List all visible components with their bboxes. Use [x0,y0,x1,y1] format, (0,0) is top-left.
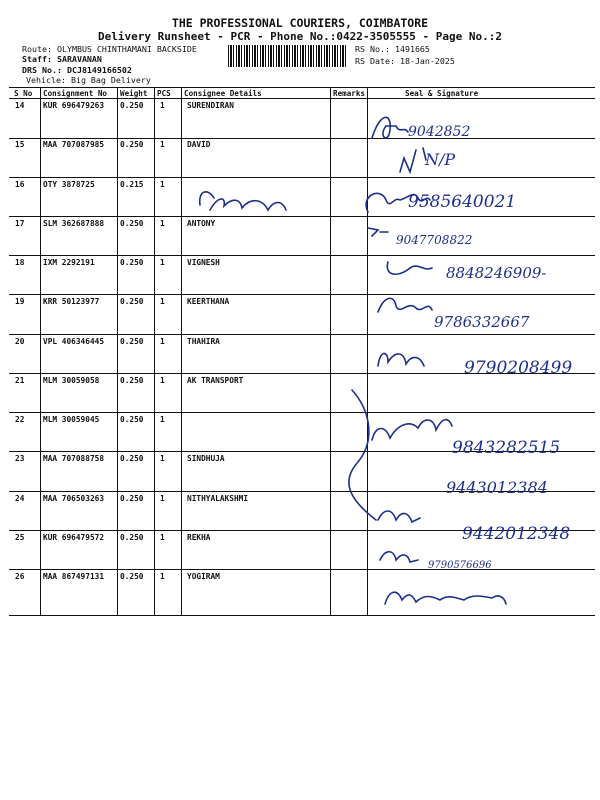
cell-consignee: THAHIRA [187,337,220,346]
cell-pcs: 1 [160,376,165,385]
cell-consignment: KUR 696479263 [43,101,105,110]
cell-consignment: KUR 696479572 [43,533,105,542]
cell-weight: 0.250 [120,258,144,267]
header-seal-signature: Seal & Signature [405,89,479,98]
cell-sno: 14 [15,101,25,110]
cell-weight: 0.250 [120,140,144,149]
cell-pcs: 1 [160,415,165,424]
cell-weight: 0.250 [120,454,144,463]
handwritten-phone-25: 9790576696 [428,560,492,571]
header-remarks: Remarks [333,89,366,98]
cell-pcs: 1 [160,219,165,228]
cell-sno: 24 [15,494,25,503]
header-sno: S No [14,89,33,98]
rs-date: RS Date: 18-Jan-2025 [355,56,455,66]
signature-row-17 [368,228,388,236]
cell-consignment: IXM 2292191 [43,258,95,267]
route-label: Route: OLYMBUS CHINTHAMANI BACKSIDE [22,44,197,54]
cell-consignee: DAVID [187,140,211,149]
cell-sno: 21 [15,376,25,385]
cell-sno: 19 [15,297,25,306]
cell-consignment: MAA 867497131 [43,572,105,581]
cell-consignee: SURENDIRAN [187,101,234,110]
cell-sno: 17 [15,219,25,228]
cell-pcs: 1 [160,258,165,267]
cell-pcs: 1 [160,337,165,346]
cell-pcs: 1 [160,533,165,542]
cell-weight: 0.250 [120,297,144,306]
handwritten-phone-19: 9786332667 [434,313,530,331]
cell-weight: 0.215 [120,180,144,189]
signature-row-19 [378,298,432,312]
cell-consignment: KRR 50123977 [43,297,100,306]
signature-row-16 [200,192,286,210]
header-pcs: PCS [157,89,171,98]
cell-consignment: VPL 406346445 [43,337,105,346]
cell-consignment: MLM 30059045 [43,415,100,424]
vehicle-label: Vehicle: Big Bag Delivery [26,75,151,85]
cell-pcs: 1 [160,454,165,463]
header-consignment: Consignment No [43,89,108,98]
cell-weight: 0.250 [120,376,144,385]
cell-weight: 0.250 [120,415,144,424]
signature-row-22 [372,420,452,440]
handwritten-np: N/P [425,150,456,169]
handwritten-phone-16: 9585640021 [408,192,517,212]
cell-consignee: REKHA [187,533,211,542]
signature-row-26 [385,592,506,604]
cell-consignee: KEERTHANA [187,297,230,306]
cell-pcs: 1 [160,101,165,110]
rs-number: RS No.: 1491665 [355,44,430,54]
cell-consignment: OTY 3878725 [43,180,95,189]
cell-consignment: MAA 707087985 [43,140,105,149]
cell-consignee: VIGNESH [187,258,220,267]
cell-consignee: AK TRANSPORT [187,376,244,385]
handwritten-phone-17: 9047708822 [396,233,473,247]
runsheet-title: Delivery Runsheet - PCR - Phone No.:0422-3505555 - Page No.:2 [98,30,502,43]
handwritten-phone-14: 9042852 [408,124,471,140]
signature-row-24 [378,511,420,522]
cell-sno: 25 [15,533,25,542]
cell-pcs: 1 [160,494,165,503]
np-mark [400,148,426,172]
cell-sno: 15 [15,140,25,149]
cell-weight: 0.250 [120,337,144,346]
cell-consignee: ANTONY [187,219,216,228]
cell-pcs: 1 [160,297,165,306]
cell-sno: 20 [15,337,25,346]
cell-pcs: 1 [160,140,165,149]
cell-weight: 0.250 [120,572,144,581]
cell-sno: 18 [15,258,25,267]
signature-row-25 [380,552,418,562]
cell-weight: 0.250 [120,533,144,542]
delivery-bracket [349,390,376,520]
cell-sno: 23 [15,454,25,463]
cell-sno: 16 [15,180,25,189]
cell-consignee: SINDHUJA [187,454,225,463]
cell-weight: 0.250 [120,219,144,228]
handwritten-phone-24: 9442012348 [462,524,571,544]
handwritten-phone-22: 9843282515 [452,438,561,458]
cell-pcs: 1 [160,180,165,189]
header-weight: Weight [120,89,148,98]
signature-row-14 [372,117,408,138]
header-consignee: Consignee Details [184,89,262,98]
cell-sno: 22 [15,415,25,424]
company-title: THE PROFESSIONAL COURIERS, COIMBATORE [171,16,429,30]
staff-label: Staff: SARAVANAN [22,54,102,64]
cell-consignment: MLM 30059058 [43,376,100,385]
cell-consignee: YOGIRAM [187,572,220,581]
handwritten-phone-20: 9790208499 [464,358,573,378]
handwritten-phone-23: 9443012384 [446,478,548,497]
cell-consignment: MAA 707088758 [43,454,105,463]
drs-number: DRS No.: DCJ8149166502 [22,65,132,75]
cell-consignee: NITHYALAKSHMI [187,494,249,503]
signature-row-18 [387,262,432,274]
signature-row-20 [378,353,424,366]
cell-sno: 26 [15,572,25,581]
cell-consignment: SLM 362687888 [43,219,105,228]
cell-weight: 0.250 [120,101,144,110]
cell-consignment: MAA 706503263 [43,494,105,503]
cell-pcs: 1 [160,572,165,581]
handwritten-phone-18: 8848246909- [446,264,547,282]
cell-weight: 0.250 [120,494,144,503]
